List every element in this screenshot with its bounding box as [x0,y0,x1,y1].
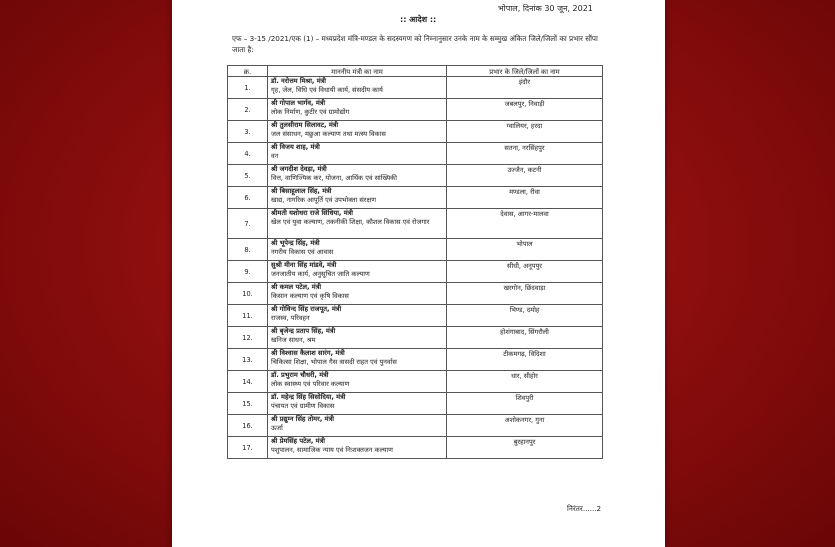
row-minister-cell [268,415,447,437]
minister-name: श्री गोपाल भार्गव, मंत्री [271,99,326,107]
row-sno: 15. [228,393,268,415]
row-minister-cell [268,165,447,187]
table-row [228,165,603,187]
intro-text: एफ – 3-15 /2021/एक (1) – मध्यप्रदेश मंत्रि-मण्डल के सदस्यगण को निम्नानुसार उनके नाम के सम्मुख अंकित जिले/जिलों का प्रभार सौंपा जाता है: [232,34,598,54]
row-districts: बुरहानपुर [447,437,603,459]
row-minister-cell [268,99,447,121]
minister-name: श्री विश्वास कैलाश सारंग, मंत्री [271,349,345,357]
table-row [228,437,603,459]
minister-departments: जल संसाधन, मछुआ कल्याण तथा मत्स्य विकास [271,130,386,138]
minister-name: श्री प्रेमसिंह पटेल, मंत्री [271,437,325,445]
row-districts: उज्जैन, कटनी [447,165,603,187]
minister-departments: गृह, जेल, विधि एवं विधायी कार्य, संसदीय कार्य [271,86,383,94]
row-sno: 11. [228,305,268,327]
table-row [228,393,603,415]
minister-departments: ऊर्जा [271,424,283,432]
minister-name: श्री बृजेन्द्र प्रताप सिंह, मंत्री [271,327,336,335]
minister-name: डॉ. महेन्द्र सिंह सिसोदिया, मंत्री [271,393,346,401]
minister-name: डॉ. नरोत्तम मिश्रा, मंत्री [271,77,327,85]
minister-name: श्री तुलसीराम सिलावट, मंत्री [271,121,339,129]
header-minister-name: माननीय मंत्री का नाम [268,66,447,77]
row-minister-cell [268,327,447,349]
row-districts: धार, सीहोर [447,371,603,393]
row-minister-cell [268,393,447,415]
row-districts: भिण्ड, दमोह [447,305,603,327]
table-row [228,305,603,327]
table-row [228,209,603,239]
table-row [228,143,603,165]
row-districts: सीधी, अनूपपुर [447,261,603,283]
row-districts: जबलपुर, निवाड़ी [447,99,603,121]
table-row [228,327,603,349]
row-sno: 7. [228,209,268,239]
row-districts: इंदौर [447,77,603,99]
row-districts: भोपाल [447,239,603,261]
minister-name: श्री बिसाहूलाल सिंह, मंत्री [271,187,332,195]
row-minister-cell [268,187,447,209]
minister-departments: वन [271,152,279,160]
row-districts: शिवपुरी [447,393,603,415]
minister-name: श्री प्रद्युम्न सिंह तोमर, मंत्री [271,415,334,423]
minister-name: श्री जगदीश देवड़ा, मंत्री [271,165,327,173]
row-districts: ग्वालियर, हरदा [447,121,603,143]
minister-departments: लोक निर्माण, कुटीर एवं ग्रामोद्योग [271,108,350,116]
row-sno: 6. [228,187,268,209]
minister-departments: खाद्य, नागरिक आपूर्ति एवं उपभोक्ता संरक्षण [271,196,376,204]
minister-name: श्री भूपेन्द्र सिंह, मंत्री [271,239,320,247]
minister-name: सुश्री मीना सिंह मांडवे, मंत्री [271,261,337,269]
row-districts: खरगोन, छिंदवाड़ा [447,283,603,305]
row-sno: 17. [228,437,268,459]
row-sno: 4. [228,143,268,165]
header-districts: प्रभार के जिले/जिलों का नाम [447,66,603,77]
table-row [228,121,603,143]
row-minister-cell [268,349,447,371]
row-districts: सतना, नरसिंहपुर [447,143,603,165]
minister-departments: खेल एवं युवा कल्याण, तकनीकी शिक्षा, कौशल विकास एवं रोजगार [271,218,430,226]
table-row [228,283,603,305]
order-heading: :: आदेश :: [400,15,437,24]
minister-departments: जनजातीय कार्य, अनुसूचित जाति कल्याण [271,270,370,278]
row-sno: 2. [228,99,268,121]
minister-name: श्री गोविन्द सिंह राजपूत, मंत्री [271,305,342,313]
row-minister-cell [268,239,447,261]
row-sno: 5. [228,165,268,187]
minister-departments: राजस्व, परिवहन [271,314,310,322]
row-districts: होशंगाबाद, सिंगरौली [447,327,603,349]
header-sno: क्र. [228,66,268,77]
minister-departments: खनिज साधन, श्रम [271,336,316,344]
row-minister-cell [268,143,447,165]
date-line: भोपाल, दिनांक 30 जून, 2021 [498,4,593,13]
minister-departments: पंचायत एवं ग्रामीण विकास [271,402,335,410]
minister-departments: चिकित्सा शिक्षा, भोपाल गैस त्रासदी राहत एवं पुनर्वास [271,358,397,366]
table-row [228,99,603,121]
row-sno: 10. [228,283,268,305]
row-minister-cell [268,371,447,393]
minister-departments: वित्त, वाणिज्यिक कर, योजना, आर्थिक एवं सांख्यिकी [271,174,397,182]
row-minister-cell [268,305,447,327]
row-sno: 8. [228,239,268,261]
continued-footer: निरंतर......2 [567,504,602,513]
row-minister-cell [268,77,447,99]
minister-departments: नगरीय विकास एवं आवास [271,248,334,256]
table-row [228,415,603,437]
minister-departments: किसान कल्याण एवं कृषि विकास [271,292,349,300]
row-minister-cell [268,261,447,283]
table-row [228,261,603,283]
table-row [228,371,603,393]
minister-name: श्री कमल पटेल, मंत्री [271,283,322,291]
row-minister-cell [268,283,447,305]
row-districts: देवास, आगर-मालवा [447,209,603,239]
table-row [228,77,603,99]
row-districts: अशोकनगर, गुना [447,415,603,437]
minister-district-table [227,65,603,459]
table-row [228,187,603,209]
minister-departments: लोक स्वास्थ्य एवं परिवार कल्याण [271,380,350,388]
row-sno: 1. [228,77,268,99]
row-sno: 9. [228,261,268,283]
row-sno: 12. [228,327,268,349]
row-sno: 16. [228,415,268,437]
row-sno: 14. [228,371,268,393]
minister-name: श्री विजय शाह, मंत्री [271,143,320,151]
table-row [228,239,603,261]
minister-name: डॉ. प्रभुराम चौधरी, मंत्री [271,371,329,379]
row-districts: टीकमगढ़, विदिशा [447,349,603,371]
table-row [228,349,603,371]
row-sno: 13. [228,349,268,371]
row-sno: 3. [228,121,268,143]
minister-departments: पशुपालन, सामाजिक न्याय एवं निःशक्तजन कल्याण [271,446,393,454]
row-districts: मण्डला, रीवा [447,187,603,209]
row-minister-cell [268,437,447,459]
table-header-row [228,66,603,77]
minister-name: श्रीमती यशोधरा राजे सिंधिया, मंत्री [271,209,353,217]
row-minister-cell [268,121,447,143]
row-minister-cell [268,209,447,239]
